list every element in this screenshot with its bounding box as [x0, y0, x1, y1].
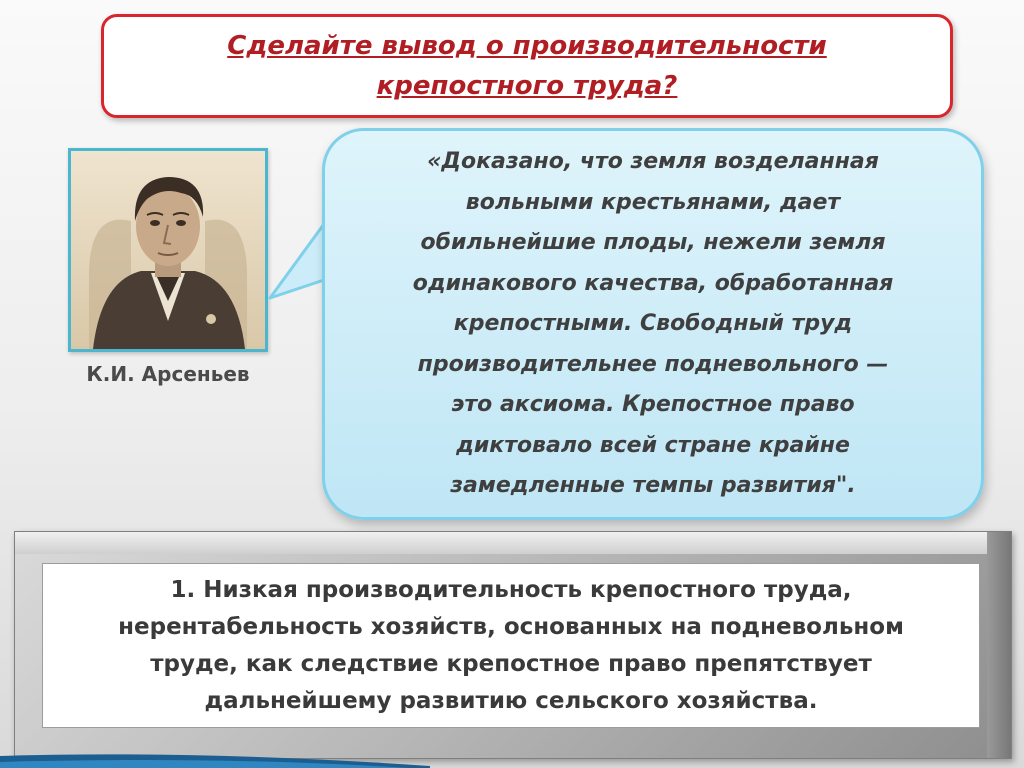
- quote-line-8: диктовало всей стране крайне: [456, 432, 850, 458]
- question-line-2: крепостного труда?: [376, 71, 678, 101]
- quote-line-3: обильнейшие плоды, нежели земля: [420, 230, 886, 255]
- question-box: [101, 14, 953, 118]
- question-line-1: Сделайте вывод о производительности: [227, 31, 827, 61]
- quote-line-5: крепостными. Свободный труд: [453, 311, 853, 336]
- quote-line-9: замедленные темпы развития".: [450, 473, 856, 498]
- conclusion-line-4: дальнейшему развитию сельского хозяйства.: [204, 687, 818, 714]
- quote-line-4: одинакового качества, обработанная: [412, 270, 894, 296]
- conclusion-line-1: 1. Низкая производительность крепостного труда,: [170, 576, 852, 603]
- quote-line-6: производительнее подневольного —: [417, 351, 889, 377]
- conclusion-line-2: нерентабельность хозяйств, основанных на подневольном: [118, 613, 904, 640]
- quote-line-7: это аксиома. Крепостное право: [451, 392, 855, 417]
- conclusion-line-3: труде, как следствие крепостное право препятствует: [150, 650, 872, 677]
- bottom-stripe: [0, 748, 430, 768]
- quote-line-2: вольными крестьянами, дает: [465, 189, 841, 215]
- portrait-caption: К.И. Арсеньев: [86, 362, 250, 386]
- portrait-image: [68, 148, 268, 352]
- quote-line-1: «Доказано, что земля возделанная: [427, 149, 879, 174]
- conclusion-box: [42, 563, 980, 728]
- portrait-engraving-icon: [71, 151, 265, 349]
- blue-swoosh-icon: [0, 748, 430, 768]
- quote-text: [334, 142, 972, 507]
